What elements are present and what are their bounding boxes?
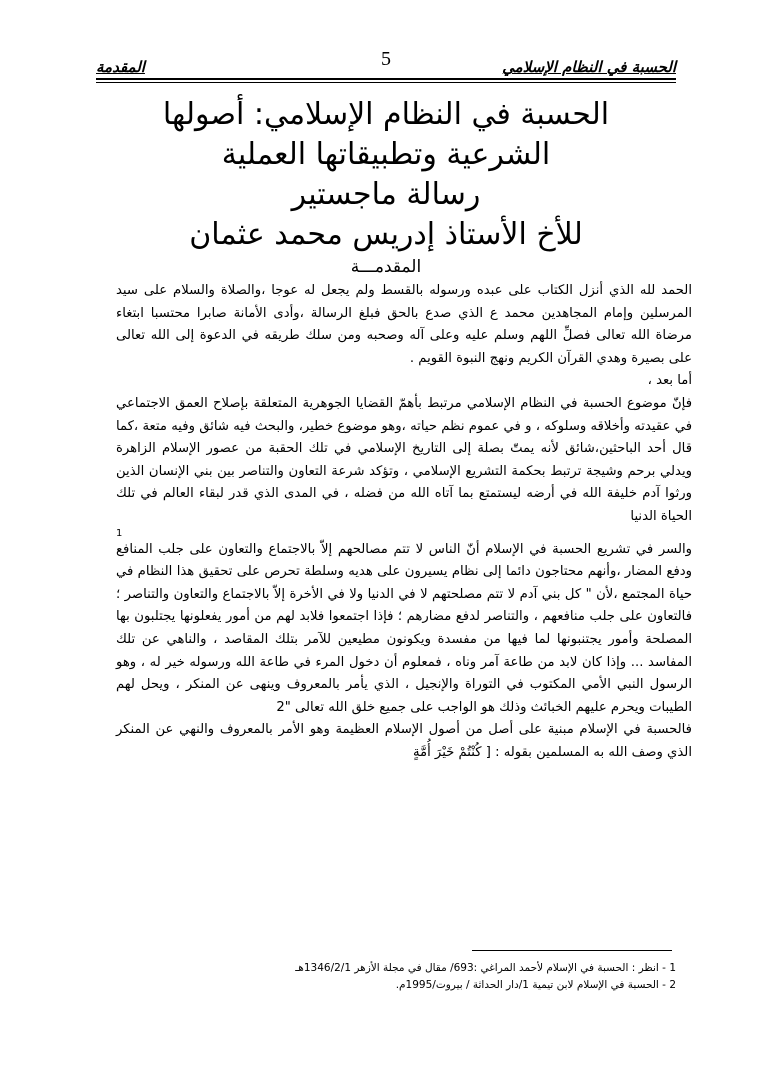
page-number: 5 (381, 48, 391, 70)
title-block (96, 95, 676, 279)
footnote-marker: 1 (116, 527, 123, 539)
paragraph-2: أما بعد ، (647, 373, 692, 389)
footnote-1: 1 - انظر : الحسبة في الإسلام لأحمد المراغي :693/ مقال في مجلة الأزهر 1346/2/1هـ (295, 962, 676, 974)
section-heading: المقدمـــة (350, 257, 422, 277)
header-rule-thin (96, 82, 676, 83)
paragraph-3: فإنّ موضوع الحسبة في النظام الإسلامي مرتبط بأهمّ القضايا الجوهرية المتعلقة بإصلاح العمق الاجتماعي في عقيدته وأخلاقه وسلوكه ، و في عموم نظم حياته ،وهو موضوع خطير، والبحث فيه شائق وفيه متعة ،كما قال أحد الباحثين،شائق لأنه يمتّ بصلة إلى التاريخ الإسلامي في تلك الحقبة من عصور الإسلام الزاهرة ويدلي برحم وشيجة ترتبط بحكمة التشريع الإسلامي ، وتؤكد شرعة التعاون والتناصر بين بني الإنسان الذين ورثوا آدم خليفة الله في أرضه ليستمتع بما آتاه الله من فضله ، في المدى الذي قدر لبقاء العالم في تلك الحياة الدنيا (116, 395, 692, 524)
header-section: المقدمة (96, 58, 145, 76)
paragraph-4: والسر في تشريع الحسبة في الإسلام أنّ الناس لا تتم مصالحهم إلاّ بالاجتماع والتعاون على جلب المنافع ودفع المضار ،وأنهم محتاجون دائما إلى نظام يسيرون على هديه وسلطة تحرص على تحقيق هذا النظام في حياة المجتمع ،لأن " كل بني آدم لا تتم مصلحتهم لا في الدنيا ولا في الأخرة إلاّ بالاجتماع والتعاون والتناصر ؛ فالتعاون على جلب منافعهم ، والتناصر لدفع مضارهم ؛ فإذا اجتمعوا فلابد لهم من أمور يفعلونها يجتلبون بها المصلحة وأمور يجتنبونها لما فيها من مفسدة ويكونون مطيعين للآمر بتلك المقاصد ، والناهي عن تلك المفاسد ... وإذا كان لابد من طاعة آمر وناه ، فمعلوم أن دخول المرء في طاعة الله ورسوله خير له ، وهو الرسول النبي الأمي المكتوب في التوراة والإنجيل ، الذي يأمر بالمعروف وينهى عن المنكر ، ويحل لهم الطيبات ويحرم عليهم الخبائث وذلك هو الواجب على جميع خلق الله تعالى "2 (116, 541, 692, 715)
title-line-3: رسالة ماجستير (291, 177, 481, 212)
title-line-2: الشرعية وتطبيقاتها العملية (221, 137, 551, 172)
title-line-4: للأخ الأستاذ إدريس محمد عثمان (189, 217, 583, 252)
paragraph-5: فالحسبة في الإسلام مبنية على أصل من أصول الإسلام العظيمة وهو الأمر بالمعروف والنهي عن المنكر الذي وصف الله به المسلمين بقوله : [ كُنْتُمْ خَيْرَ أُمَّةٍ (116, 722, 692, 760)
running-header (96, 48, 676, 84)
paragraph-1: الحمد لله الذي أنزل الكتاب على عبده ورسوله بالقسط ولم يجعل له عوجا ،والصلاة والسلام على سيد المرسلين وإمام المجاهدين محمد ع الذي صدع بالحق فبلغ الرسالة ،وأدى الأمانة صابرا محتسبا ابتغاء مرضاة الله تعالى فصلِّ اللهم وسلم عليه وعلى آله وصحبه ومن سلك طريقه في الدعوة إلى الله تعالى على بصيرة وهدي القرآن الكريم ونهج النبوة القويم . (116, 283, 692, 366)
header-book-title: الحسبة في النظام الإسلامي (502, 58, 676, 76)
footnotes (96, 960, 676, 994)
footnote-2: 2 - الحسبة في الإسلام لابن تيمية 1/دار الحداثة / بيروت/1995م. (395, 979, 676, 991)
body-text (116, 280, 692, 764)
footnote-separator (472, 950, 672, 951)
title-line-1: الحسبة في النظام الإسلامي: أصولها (162, 97, 610, 132)
header-rule (96, 78, 676, 80)
